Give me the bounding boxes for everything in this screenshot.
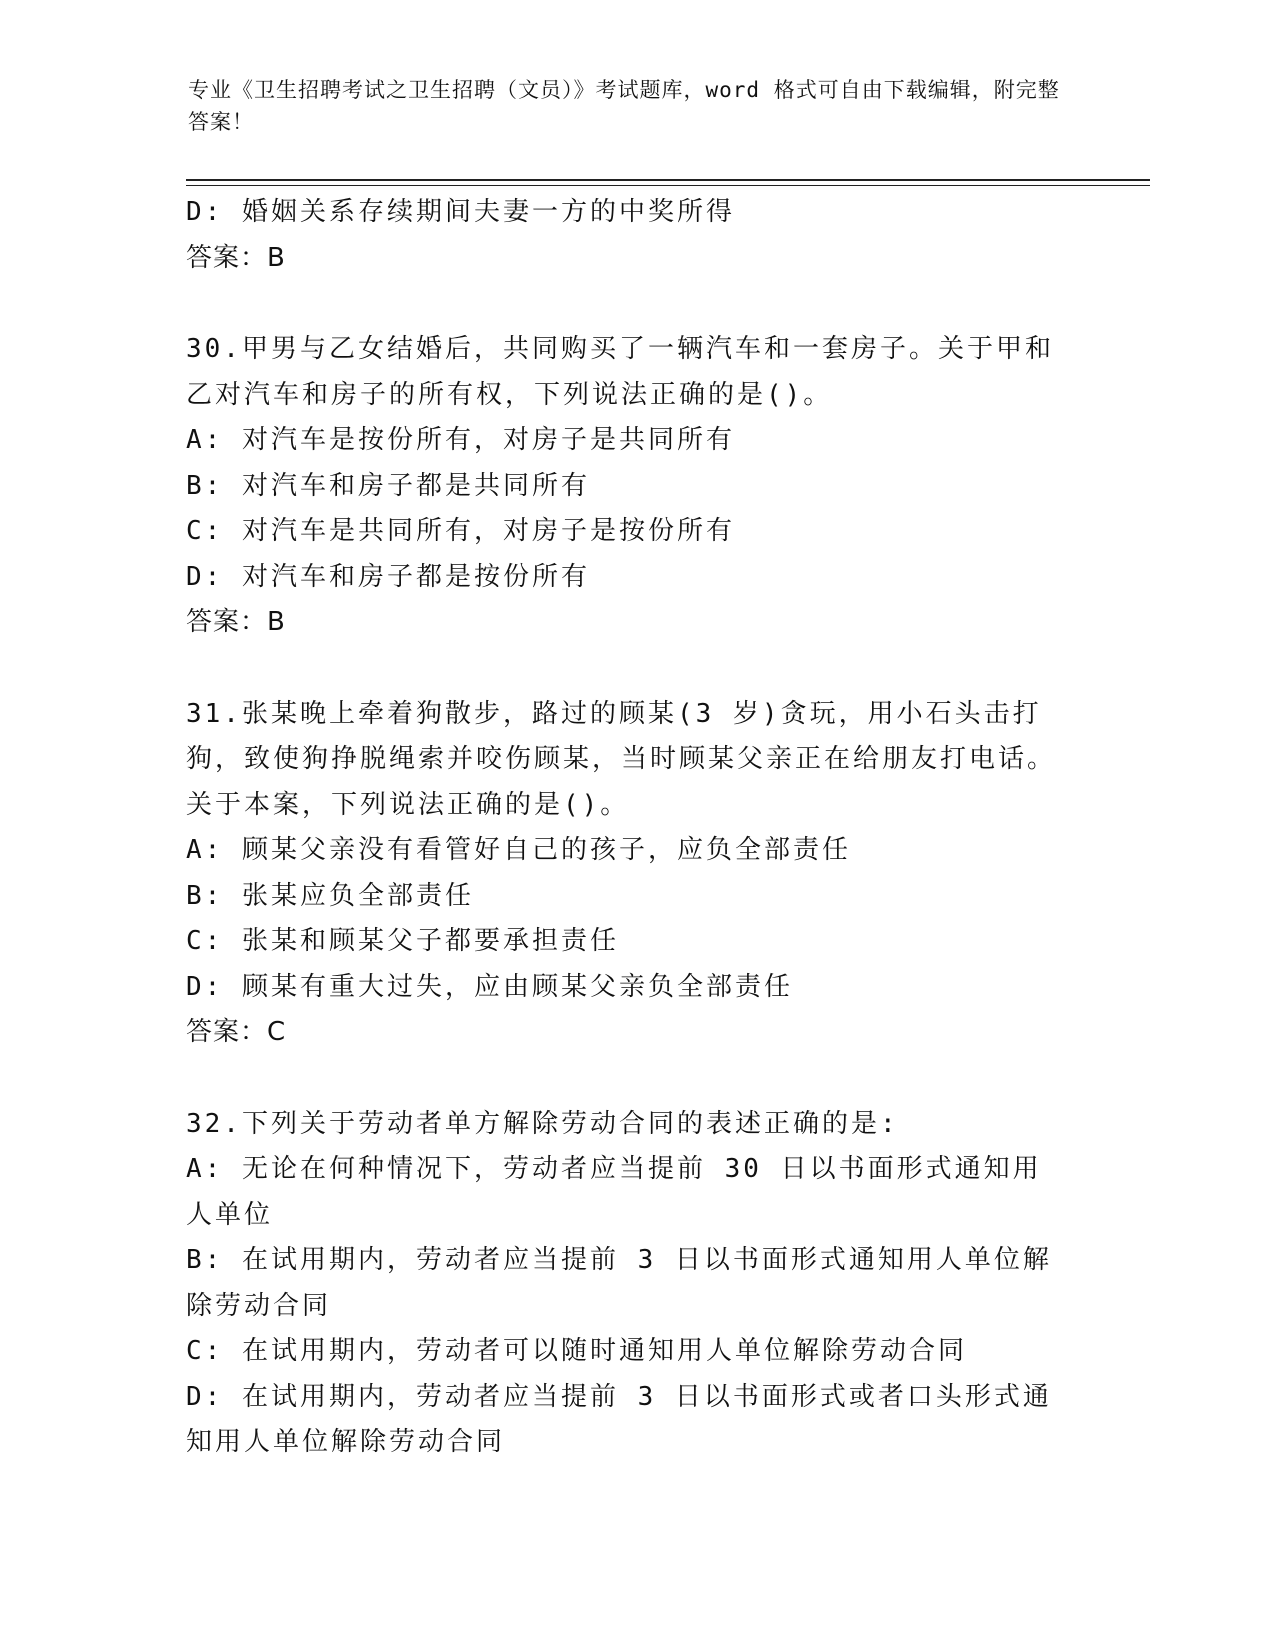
question-stem: 30.甲男与乙女结婚后，共同购买了一辆汽车和一套房子。关于甲和乙对汽车和房子的所有权，下列说法正确的是()。 — [186, 334, 1054, 410]
answer: 答案：C — [186, 1017, 287, 1047]
option-c: C: 对汽车是共同所有，对房子是按份所有 — [186, 516, 735, 546]
option-a: A: 顾某父亲没有看管好自己的孩子，应负全部责任 — [186, 835, 851, 865]
option-a: A: 对汽车是按份所有，对房子是共同所有 — [186, 425, 735, 455]
option-c: C: 在试用期内，劳动者可以随时通知用人单位解除劳动合同 — [186, 1336, 967, 1366]
option-b: B: 对汽车和房子都是共同所有 — [186, 470, 590, 501]
option-d: D: 婚姻关系存续期间夫妻一方的中奖所得 — [186, 197, 735, 227]
question-stem: 32.下列关于劳动者单方解除劳动合同的表述正确的是: — [186, 1108, 899, 1139]
option-d: D: 顾某有重大过失，应由顾某父亲负全部责任 — [186, 971, 793, 1002]
option-b: B: 在试用期内，劳动者应当提前 3 日以书面形式通知用人单位解除劳动合同 — [186, 1245, 1052, 1321]
question-30 — [186, 327, 1066, 646]
question-31 — [186, 692, 1066, 1056]
header-note: 专业《卫生招聘考试之卫生招聘（文员）》考试题库，word 格式可自由下载编辑，附完整答案！ — [188, 78, 1060, 134]
previous-question-tail — [186, 190, 1066, 281]
option-d: D: 在试用期内，劳动者应当提前 3 日以书面形式或者口头形式通知用人单位解除劳动合同 — [186, 1381, 1052, 1457]
answer: 答案：B — [186, 607, 286, 637]
option-c: C: 张某和顾某父子都要承担责任 — [186, 926, 619, 956]
question-list — [186, 190, 1066, 1466]
option-d: D: 对汽车和房子都是按份所有 — [186, 561, 590, 592]
answer: 答案：B — [186, 242, 286, 273]
question-stem: 31.张某晚上牵着狗散步，路过的顾某(3 岁)贪玩，用小石头击打狗，致使狗挣脱绳索并咬伤顾某，当时顾某父亲正在给朋友打电话。关于本案，下列说法正确的是()。 — [186, 698, 1057, 820]
question-32 — [186, 1102, 1066, 1466]
spacer — [186, 1056, 1066, 1102]
spacer — [186, 281, 1066, 327]
header-divider-thin — [186, 185, 1150, 186]
spacer — [186, 646, 1066, 692]
header-divider — [186, 179, 1150, 181]
option-a: A: 无论在何种情况下，劳动者应当提前 30 日以书面形式通知用人单位 — [186, 1154, 1042, 1230]
option-b: B: 张某应负全部责任 — [186, 880, 474, 911]
